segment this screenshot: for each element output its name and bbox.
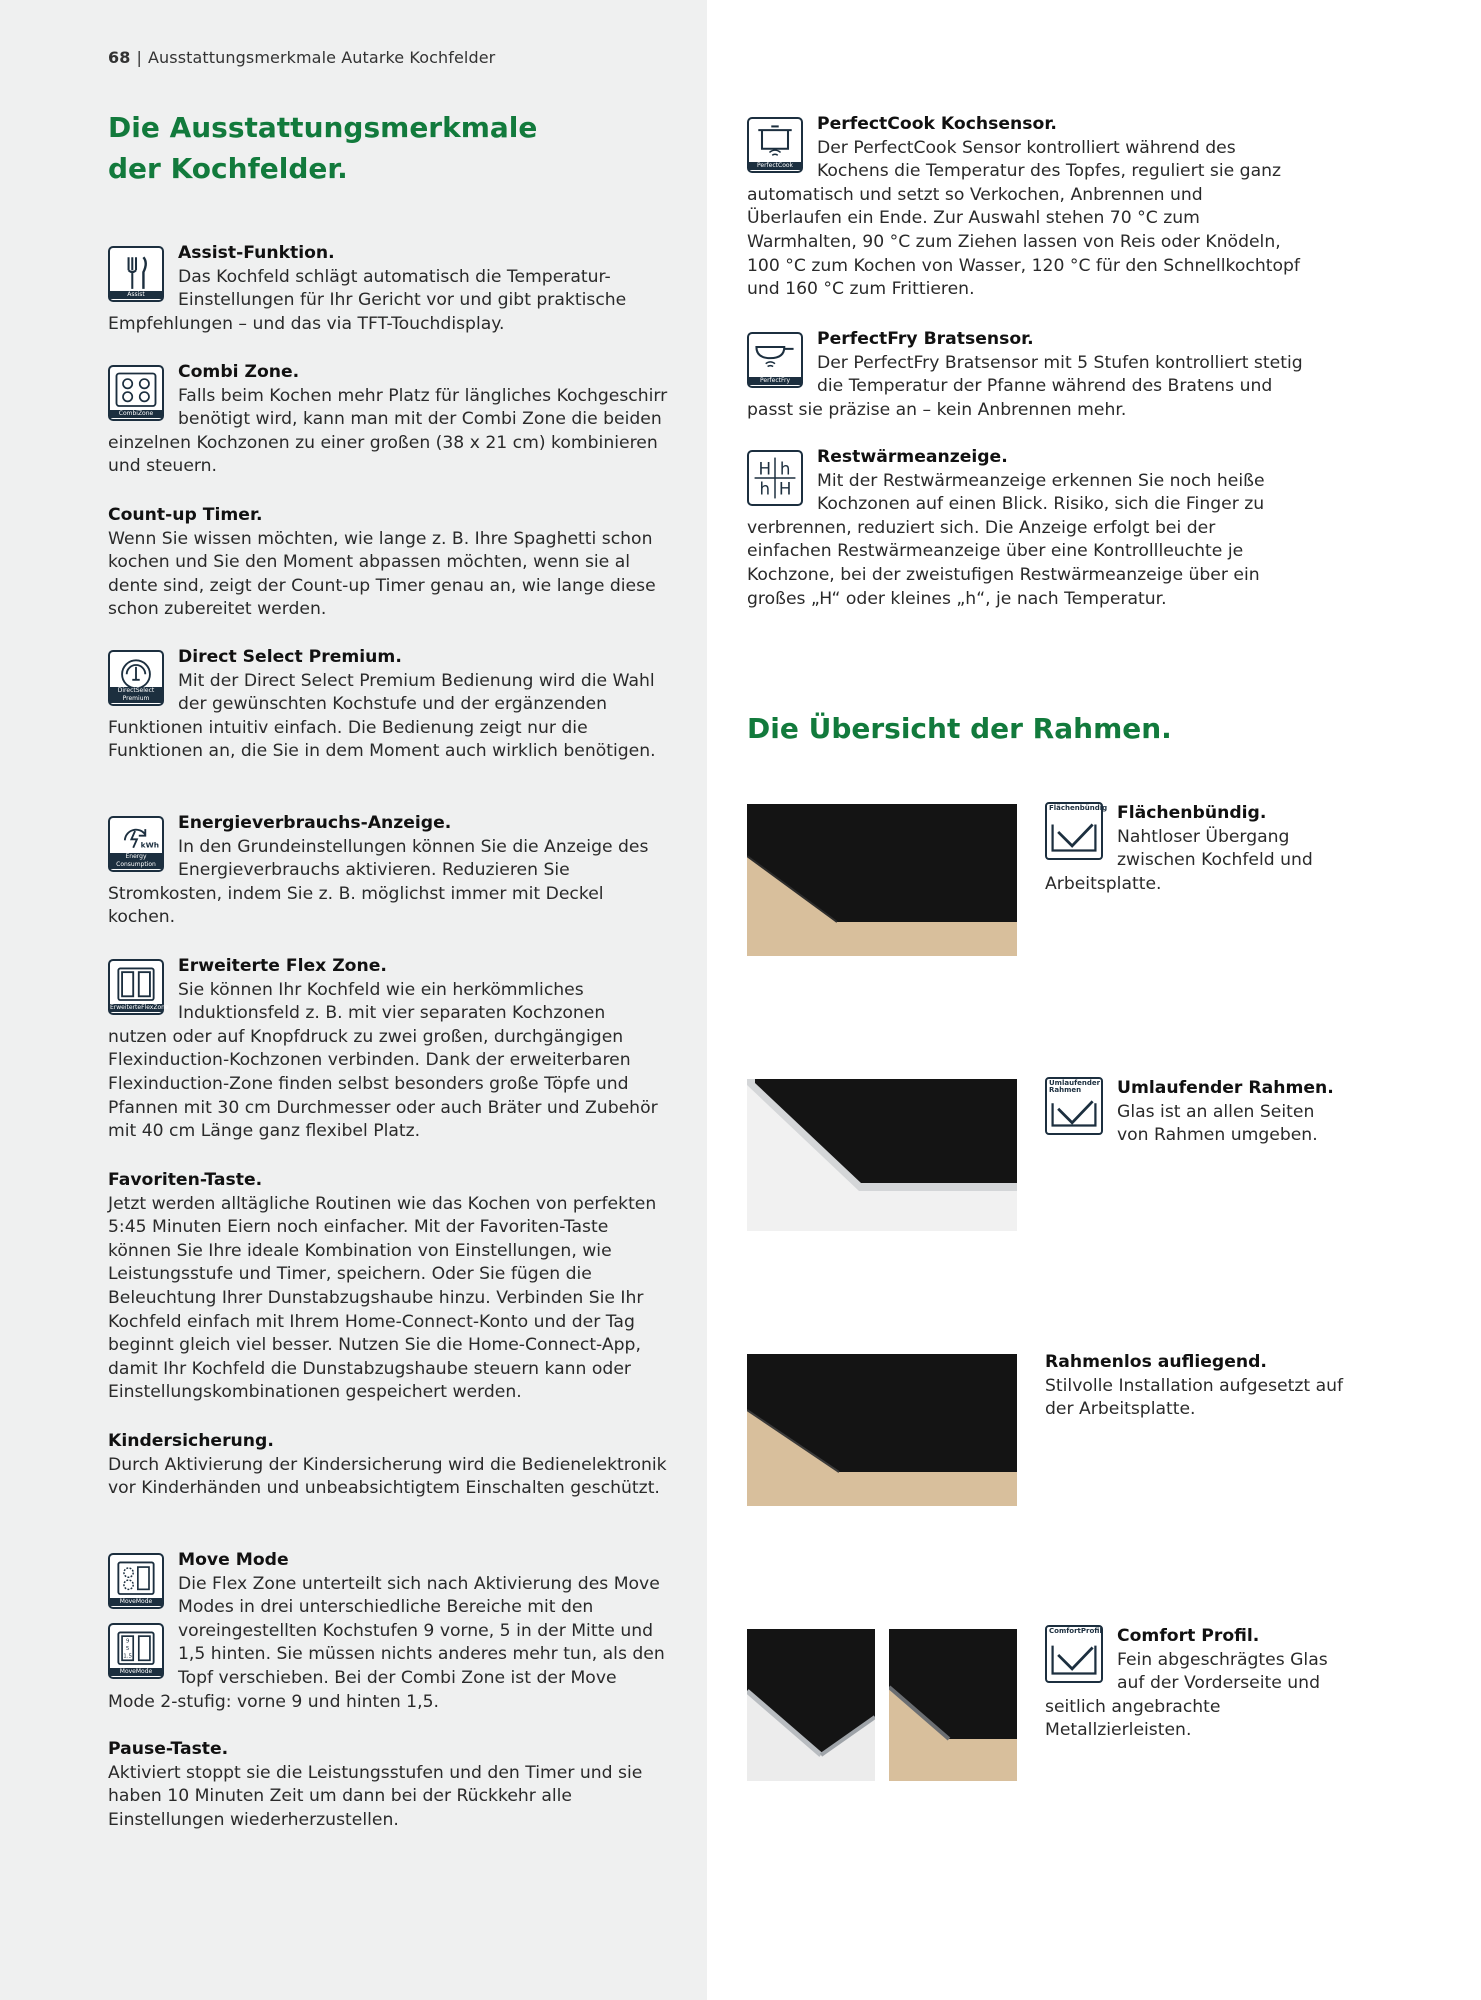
feature-text: Der PerfectCook Sensor kontrolliert während des Kochens die Temperatur des Topfes, reguliert sie ganz automatisch und setzt so Verkochen, Anbrennen und Überlaufen ein Ende. Zur Auswahl stehen 70 °C zum Warmhalten, 90 °C zum Ziehen lassen von Reis oder Knödeln, 100 °C zum Kochen von Wasser, 120 °C für den Schnellkochtopf und 160 °C zum Frittieren. [747,137,1300,300]
heat-letter-tl: H [758,458,772,479]
feature-text: Jetzt werden alltägliche Routinen wie das Kochen von perfekten 5:45 Minuten Eiern noch einfacher. Mit der Favoriten-Taste können Sie Ihre ideale Kombination von Einstellungen, wie Leistungsstufe und Timer, speichern. Oder Sie fügen die Beleuchtung Ihrer Dunstabzugshaube hinzu. Verbinden Sie Ihr Kochfeld einfach mit Ihrem Home-Connect-Konto und der Tag beginnt gleich viel besser. Nutzen Sie die Home-Connect-App, damit Ihr Kochfeld die Dunstabzugshaube steuern kann oder Einstellungskombinationen gespeichert werden. [108,1193,657,1403]
energy-icon-unit: kWh [140,840,160,850]
feature-perfect-cook [747,113,1303,302]
move-level-front: 9 [125,1638,130,1645]
assist-icon [108,246,164,302]
frame-title: Comfort Profil. [1117,1626,1260,1646]
feature-title: Count-up Timer. [108,505,263,525]
flush-frame-icon [1045,802,1108,860]
feature-text: Mit der Restwärmeanzeige erkennen Sie noch heiße Kochzonen auf einen Blick. Risiko, sich die Finger zu verbrennen, reduziert sich. Die Anzeige erfolgt bei der einfachen Restwärmeanzeige über eine Kontrollleuchte je Kochzone, bei der zweistufigen Restwärmeanzeige über ein großes „H“ oder kleines „h“, je nach Temperatur. [747,470,1265,609]
frame-text: Glas ist an allen Seiten von Rahmen umgeben. [1117,1101,1318,1146]
page-number: 68 [108,48,131,67]
surrounding-frame-image [747,1079,1017,1231]
frame-text: Stilvolle Installation aufgesetzt auf der Arbeitsplatte. [1045,1375,1344,1420]
comfort-profile-image-2 [889,1629,1017,1781]
feature-flex-zone [108,955,668,1144]
frames-title: Die Übersicht der Rahmen. [747,712,1172,745]
feature-pause-taste [108,1738,668,1832]
residual-heat-icon [747,450,803,506]
feature-title: Pause-Taste. [108,1739,229,1759]
flex-zone-icon-caption: ErweiterteFlexZone [110,1004,169,1011]
header-separator: | [136,48,142,67]
feature-title: Move Mode [178,1550,289,1570]
feature-text: In den Grundeinstellungen können Sie die Anzeige des Energieverbrauchs aktivieren. Reduzieren Sie Stromkosten, indem Sie z. B. möglichst immer mit Deckel kochen. [108,836,649,928]
frame-title: Rahmenlos aufliegend. [1045,1352,1267,1372]
feature-title: PerfectFry Bratsensor. [817,329,1034,349]
direct-select-icon-caption: DirectSelect Premium [110,687,162,703]
frameless-image [747,1354,1017,1506]
feature-combi-zone [108,361,668,479]
energy-icon-caption: Energy Consumption [110,853,162,869]
flex-zone-icon [108,959,169,1015]
combi-zone-icon-caption: CombiZone [110,410,162,418]
frame-comfort-profile [1045,1625,1345,1743]
move-mode-icons [108,1553,164,1681]
feature-title: Combi Zone. [178,362,300,382]
surrounding-icon-label: Umlaufender Rahmen [1049,1079,1101,1094]
feature-text: Das Kochfeld schlägt automatisch die Temperatur-Einstellungen für Ihr Gericht vor und gibt praktische Empfehlungen – und das via TFT-Touchdisplay. [108,266,627,334]
feature-text: Mit der Direct Select Premium Bedienung wird die Wahl der gewünschten Kochstufe und der ergänzenden Funktionen intuitiv einfach. Die Bedienung zeigt nur die Funktionen an, die Sie in dem Moment auch wirklich benötigen. [108,670,656,762]
feature-perfect-fry [747,328,1303,422]
assist-icon-caption: Assist [110,291,162,299]
direct-select-premium-icon [108,650,164,706]
feature-favoriten-taste [108,1169,668,1405]
flush-frame-image [747,804,1017,956]
feature-title: Assist-Funktion. [178,243,335,263]
feature-title: Direct Select Premium. [178,647,402,667]
feature-title: Kindersicherung. [108,1431,274,1451]
feature-text: Wenn Sie wissen möchten, wie lange z. B. Ihre Spaghetti schon kochen und Sie den Moment abpassen möchten, wenn sie al dente sind, zeigt der Count-up Timer genau an, wie lange diese schon zubereitet werden. [108,528,656,620]
comfort-profile-icon [1045,1625,1103,1683]
comfort-icon-label: ComfortProfil [1049,1627,1102,1635]
feature-title: Erweiterte Flex Zone. [178,956,387,976]
heat-letter-br: H [778,478,792,499]
feature-text: Die Flex Zone unterteilt sich nach Aktivierung des Move Modes in drei unterschiedliche Bereiche mit den voreingestellten Kochstufen 9 vorne, 5 in der Mitte und 1,5 hinten. Sie müssen nichts anderes mehr tun, als den Topf verschieben. Bei der Combi Zone ist der Move Mode 2-stufig: vorne 9 und hinten 1,5. [108,1573,665,1712]
header-section: Ausstattungsmerkmale Autarke Kochfelder [147,48,496,67]
frame-frameless [1045,1351,1345,1422]
main-title [108,107,537,189]
frame-title: Flächenbündig. [1117,803,1267,823]
move-level-back: 1.5 [123,1653,133,1660]
page-header [108,48,495,67]
feature-title: Energieverbrauchs-Anzeige. [178,813,452,833]
feature-direct-select-premium [108,646,668,764]
feature-text: Durch Aktivierung der Kindersicherung wird die Bedienelektronik vor Kinderhänden und unbeabsichtigtem Einschalten geschützt. [108,1454,667,1499]
feature-count-up-timer [108,504,668,622]
frame-flush [1045,802,1345,896]
frame-title: Umlaufender Rahmen. [1117,1078,1334,1098]
frame-text: Nahtloser Übergang zwischen Kochfeld und Arbeitsplatte. [1045,826,1313,894]
heat-letter-tr: h [779,458,791,479]
combi-zone-icon [108,365,164,421]
move-mode-levels-caption: MoveMode [110,1668,162,1676]
move-level-middle: 5 [125,1646,130,1653]
feature-title: Restwärmeanzeige. [817,447,1008,467]
feature-kindersicherung [108,1430,668,1501]
move-mode-levels-icon [108,1623,164,1679]
frame-text: Fein abgeschrägtes Glas auf der Vorderseite und seitlich angebrachte Metallzierleisten. [1045,1649,1328,1741]
feature-assist [108,242,668,336]
move-mode-icon [108,1553,164,1609]
perfect-cook-icon-caption: PerfectCook [749,162,801,170]
feature-text: Sie können Ihr Kochfeld wie ein herkömmliches Induktionsfeld z. B. mit vier separaten Kochzonen nutzen oder auf Knopfdruck zu zwei großen, durchgängigen Flexinduction-Kochzonen verbinden. Dank der erweiterbaren Flexinduction-Zone finden selbst besonders große Töpfe und Pfannen mit 30 cm Durchmesser oder auch Bräter und Zubehör mit 40 cm Länge ganz flexibel Platz. [108,979,658,1142]
feature-residual-heat [747,446,1303,611]
perfect-fry-icon-caption: PerfectFry [749,377,801,385]
surrounding-frame-icon [1045,1077,1103,1135]
feature-title: Favoriten-Taste. [108,1170,263,1190]
comfort-profile-image-1 [747,1629,875,1781]
heat-letter-bl: h [759,478,771,499]
feature-text: Aktiviert stoppt sie die Leistungsstufen und den Timer und sie haben 10 Minuten Zeit um dann bei der Rückkehr alle Einstellungen wiederherzustellen. [108,1762,643,1830]
feature-move-mode [108,1549,668,1714]
main-title-line2: der Kochfelder. [108,152,348,185]
frame-surrounding [1045,1077,1345,1148]
feature-text: Falls beim Kochen mehr Platz für längliches Kochgeschirr benötigt wird, kann man mit der Combi Zone die beiden einzelnen Kochzonen zu einer großen (38 x 21 cm) kombinieren und steuern. [108,385,668,477]
flush-icon-label: Flächenbündig [1049,804,1108,812]
feature-energy-consumption [108,812,668,930]
main-title-line1: Die Ausstattungsmerkmale [108,111,538,144]
move-mode-icon-caption: MoveMode [110,1598,162,1606]
perfect-cook-icon [747,117,803,173]
feature-title: PerfectCook Kochsensor. [817,114,1057,134]
energy-consumption-icon [108,816,164,872]
feature-text: Der PerfectFry Bratsensor mit 5 Stufen kontrolliert stetig die Temperatur der Pfanne während des Bratens und passt sie präzise an – kein Anbrennen mehr. [747,352,1303,420]
perfect-fry-icon [747,332,803,388]
